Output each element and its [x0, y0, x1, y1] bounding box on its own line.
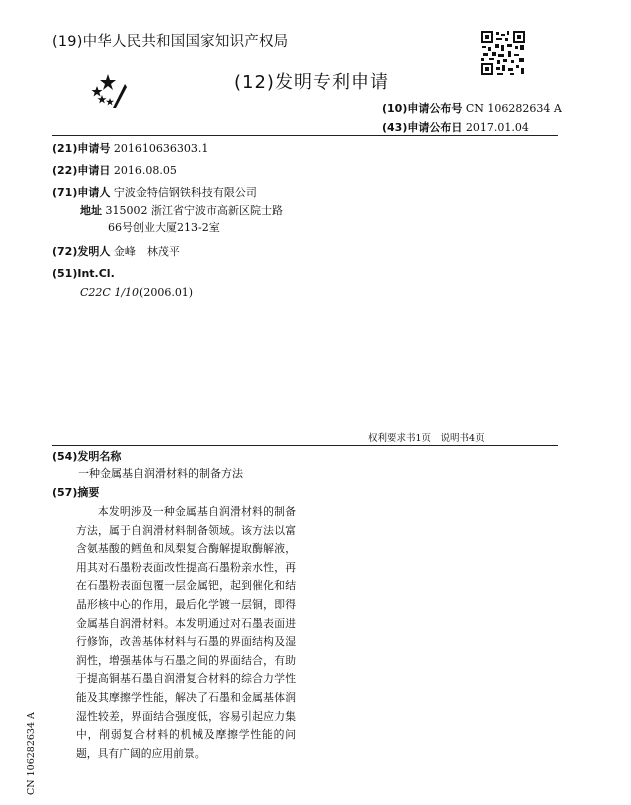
publication-number-value: CN 106282634 A — [465, 102, 562, 115]
cnipa-star-logo — [88, 70, 128, 110]
application-date-value: 2016.08.05 — [113, 164, 177, 177]
application-number-label: (21)申请号 — [52, 142, 111, 155]
inventor-label: (72)发明人 — [52, 245, 111, 258]
publication-number-label: (10)申请公布号 — [382, 102, 463, 115]
header-divider — [52, 135, 558, 136]
side-publication-number — [22, 712, 42, 795]
inventor-value: 金峰 林茂平 — [113, 245, 180, 258]
inventor — [52, 244, 180, 260]
invention-title-label-text: (54)发明名称 — [52, 450, 122, 463]
int-cl-date: (2006.01) — [139, 286, 194, 299]
application-date-label: (22)申请日 — [52, 164, 111, 177]
address-line-2: 66号创业大厦213-2室 — [108, 221, 220, 234]
page-count-info: 权利要求书1页 说明书4页 — [368, 433, 485, 444]
document-type: (12)发明专利申请 — [234, 72, 389, 93]
abstract-label-text: (57)摘要 — [52, 486, 100, 499]
address — [80, 203, 283, 219]
application-number-value: 201610636303.1 — [113, 142, 209, 155]
qr-code — [480, 30, 526, 76]
abstract-text: 本发明涉及一种金属基自润滑材料的制备方法，属于自润滑材料制备领域。该方法以富含氨基酸的鳕鱼和凤梨复合酶解提取酶解液，用其对石墨粉表面改性提高石墨粉亲水性，再在石墨粉表面包覆一层金属钯，起到催化和结晶形核中心的作用，最后化学镀一层铜，即得金属基自润滑材料。本发明通过对石墨表面进行修饰，改善基体材料与石墨的界面结构及湿润性，增强基体与石墨之间的界面结合，有助于提高铜基石墨自润滑复合材料的综合力学性能及其摩擦学性能，解决了石墨和金属基体润湿性较差，界面结合强度低，容易引起应力集中，削弱复合材料的机械及摩擦学性能的问题，具有广阔的应用前景。 — [76, 505, 296, 760]
address-label: 地址 — [80, 204, 102, 217]
publication-number — [382, 100, 562, 116]
publication-date-label: (43)申请公布日 — [382, 121, 463, 134]
abstract-body — [76, 503, 296, 763]
publication-date-value: 2017.01.04 — [465, 121, 529, 134]
invention-title-label — [52, 449, 121, 465]
side-publication-number-text: CN 106282634 A — [26, 712, 37, 795]
int-cl-code: C22C 1/10 — [80, 286, 140, 299]
int-cl-classification — [80, 285, 193, 301]
application-number — [52, 141, 208, 157]
int-cl-label-text: (51)Int.Cl. — [52, 267, 115, 280]
section-divider — [52, 445, 558, 446]
application-date — [52, 163, 177, 179]
int-cl-label — [52, 266, 115, 282]
applicant-label: (71)申请人 — [52, 186, 111, 199]
publication-date — [382, 119, 529, 135]
issuing-office: (19)中华人民共和国国家知识产权局 — [52, 34, 289, 50]
invention-title: 一种金属基自润滑材料的制备方法 — [78, 467, 243, 480]
address-line-1: 315002 浙江省宁波市高新区院士路 — [105, 204, 283, 217]
applicant — [52, 185, 257, 201]
abstract-label — [52, 485, 99, 501]
applicant-value: 宁波金特信钢铁科技有限公司 — [113, 186, 257, 199]
